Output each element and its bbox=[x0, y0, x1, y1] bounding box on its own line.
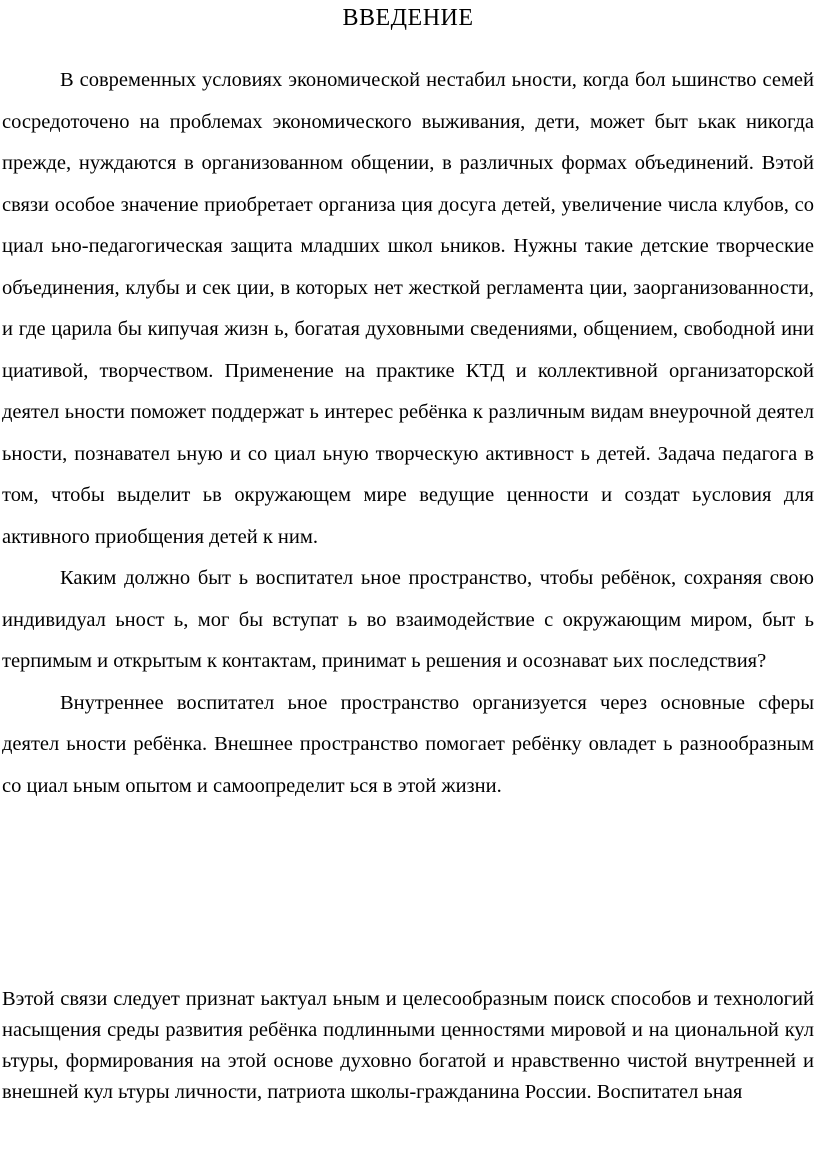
page-title: ВВЕДЕНИЕ bbox=[342, 5, 474, 31]
paragraph-4: Вэтой связи следует признат ьактуал ьным и целесообразным поиск способов и технологий насыщения среды развития ребёнка подлинными ценностями мировой и на циональной кул ьтуры, формирования на этой основе духовно богатой и нравственно чистой внутренней и внешней кул ьтуры личности, патриота школы-гражданина России. Воспитател ьная bbox=[2, 988, 814, 1103]
continuation-text-block bbox=[2, 984, 814, 1108]
main-text-block bbox=[2, 60, 814, 807]
paragraph-2: Каким должно быт ь воспитател ьное пространство, чтобы ребёнок, сохраняя свою индивидуал ьност ь, мог бы вступат ь во взаимодействие с окружающим миром, быт ь терпимым и открытым к контактам, принимат ь решения и осознават ьих последствия? bbox=[2, 567, 814, 672]
paragraph-1: В современных условиях экономической нестабил ьности, когда бол ьшинство семей сосредоточено на проблемах экономического выживания, дети, может быт ькак никогда прежде, нуждаются в организованном общении, в различных формах объединений. Вэтой связи особое значение приобретает организа ция досуга детей, увеличение числа клубов, со циал ьно-педагогическая защита младших школ ьников. Нужны такие детские творческие объединения, клубы и сек ции, в которых нет жесткой регламента ции, заорганизованности, и где царила бы кипучая жизн ь, богатая духовными сведениями, общением, свободной ини циативой, творчеством. Применение на практике КТД и коллективной организаторской деятел ьности поможет поддержат ь интерес ребёнка к различным видам внеурочной деятел ьности, познавател ьную и со циал ьную творческую активност ь детей. Задача педагога в том, чтобы выделит ьв окружающем мире ведущие ценности и создат ьусловия для активного приобщения детей к ним. bbox=[2, 69, 814, 548]
paragraph-3: Внутреннее воспитател ьное пространство организуется через основные сферы деятел ьности ребёнка. Внешнее пространство помогает ребёнку овладет ь разнообразным со циал ьным опытом и самоопределит ься в этой жизни. bbox=[2, 691, 814, 797]
